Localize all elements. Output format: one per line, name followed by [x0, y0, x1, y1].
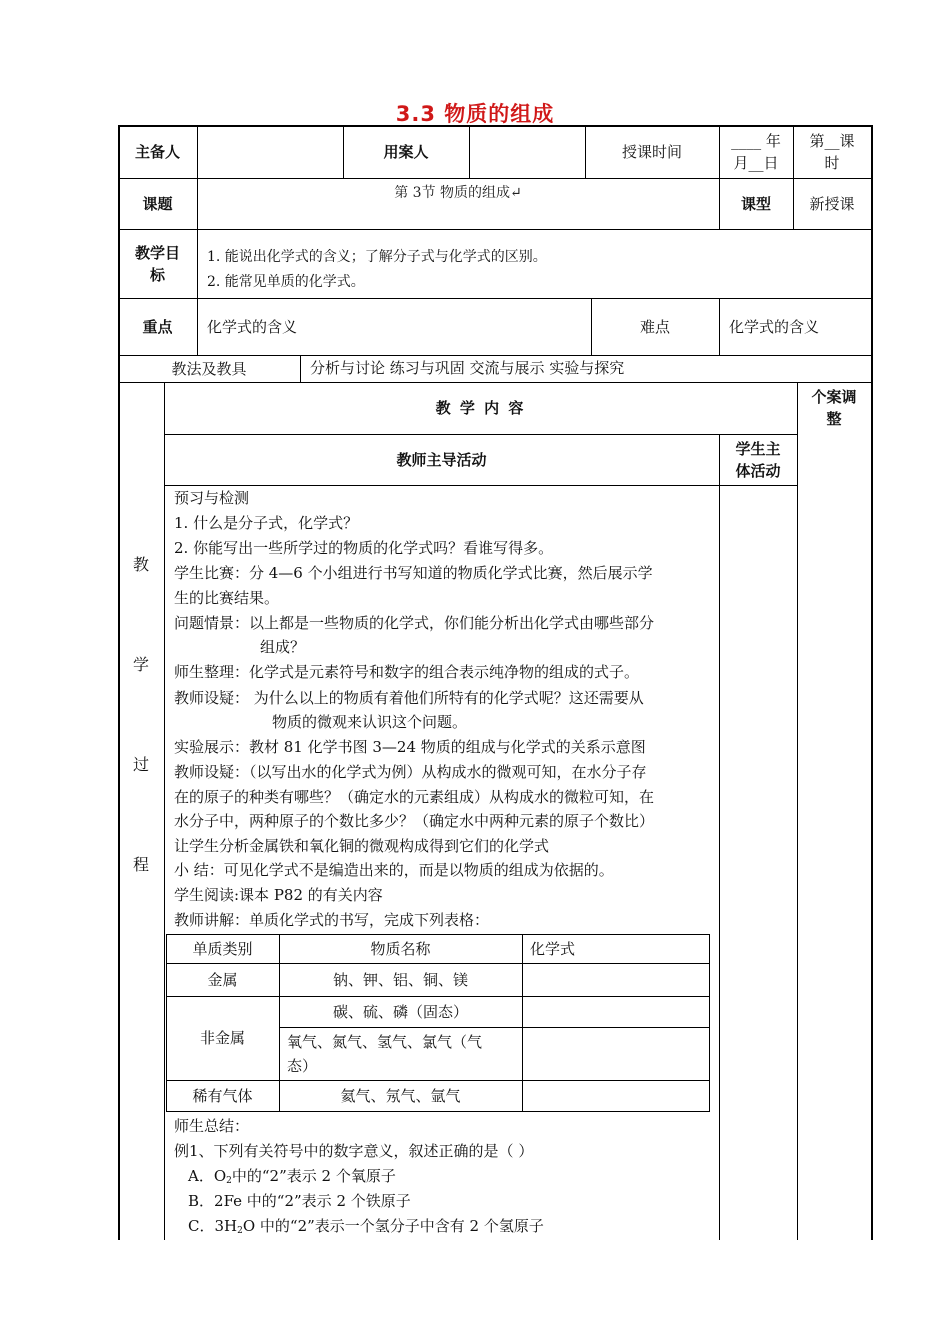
table-cell: 态）	[287, 1057, 318, 1075]
table-cell: 稀有气体	[192, 1087, 253, 1105]
student-header-line: 体活动	[735, 461, 781, 480]
preparer-value	[197, 125, 343, 178]
student-header	[719, 434, 797, 485]
lesson-label-2: 时	[824, 153, 840, 172]
option-c	[188, 1214, 544, 1244]
body-line: 教师设疑：（以写出水的化学式为例）从构成水的微观可知，在水分子存	[174, 763, 647, 781]
body-line: 组成？	[260, 638, 306, 656]
methods-label: 教法及教具	[171, 359, 247, 378]
topic-label: 课题	[142, 194, 173, 213]
objective-label	[118, 229, 197, 298]
body-line: 1. 什么是分子式，化学式？	[174, 514, 359, 532]
body-line: 学生阅读:课本 P82 的有关内容	[174, 886, 383, 904]
body-line: 预习与检测	[174, 489, 250, 507]
body-line: 在的原子的种类有哪些？（确定水的元素组成）从构成水的微粒可知，在	[174, 788, 655, 806]
preparer-label: 主备人	[134, 142, 180, 161]
table-cell: 金属	[207, 970, 238, 989]
student-header-line: 学生主	[735, 439, 781, 458]
inner-row-divider	[279, 1027, 710, 1028]
option-a-text: 中的“2”表示 2 个氧原子	[231, 1167, 396, 1185]
key-label: 重点	[142, 317, 173, 336]
table-cell: 碳、硫、磷（固态）	[332, 1002, 468, 1021]
difficulty-value: 化学式的含义	[729, 318, 820, 336]
option-c-text: C．3H	[188, 1217, 238, 1235]
adjust-header-line: 个案调	[811, 388, 857, 406]
objective-label-line: 教学目	[134, 243, 180, 262]
table-cell: 非金属	[199, 1029, 245, 1047]
type-value: 新授课	[809, 194, 855, 213]
body-line: 实验展示：教材 81 化学书图 3—24 物质的组成与化学式的关系示意图	[174, 738, 646, 756]
adjust-header-line: 整	[826, 410, 842, 428]
option-a-text: A．O	[188, 1167, 227, 1185]
adjust-header	[797, 382, 871, 434]
type-label: 课型	[740, 194, 771, 213]
process-left-divider	[164, 382, 165, 1240]
time-label: 授课时间	[621, 142, 682, 161]
objective-2: 2. 能常见单质的化学式。	[207, 274, 365, 290]
table-header: 单质类别	[192, 939, 253, 958]
methods-value: 分析与讨论 练习与巩固 交流与展示 实验与探究	[310, 359, 625, 377]
user-value	[469, 125, 585, 178]
content-header: 教 学 内 容	[435, 399, 526, 417]
option-c-text: O 中的“2”表示一个氢分子中含有 2 个氢原子	[242, 1217, 544, 1235]
user-label: 用案人	[383, 142, 429, 161]
table-cell: 钠、钾、铝、铜、镁	[332, 970, 468, 989]
page-title: 3.3 物质的组成	[395, 102, 555, 126]
option-b: B．2Fe 中的“2”表示 2 个铁原子	[188, 1192, 411, 1210]
col-divider	[719, 298, 720, 355]
body-line: 教师讲解：单质化学式的书写，完成下列表格：	[174, 911, 490, 929]
objective-label-line: 标	[149, 265, 165, 284]
table-header: 物质名称	[370, 939, 431, 958]
lesson-number	[793, 125, 871, 178]
side-char: 教	[132, 555, 149, 574]
month-day-label: 月__日	[733, 153, 779, 172]
option-a-subscript: 2	[226, 1176, 232, 1186]
side-char: 程	[132, 855, 149, 874]
row-divider	[164, 485, 797, 486]
table-border-right	[871, 125, 873, 1240]
objective-1: 1. 能说出化学式的含义；了解分子式与化学式的区别。	[207, 249, 547, 265]
body-line: 生的比赛结果。	[174, 589, 280, 607]
teacher-header: 教师主导活动	[396, 450, 487, 469]
topic-value: 第 3节 物质的组成↵	[394, 185, 522, 201]
key-value: 化学式的含义	[207, 318, 298, 336]
side-char: 学	[132, 655, 149, 674]
col-divider	[197, 229, 198, 355]
body-line: 2. 你能写出一些所学过的物质的化学式吗？看谁写得多。	[174, 539, 554, 557]
col-divider	[300, 355, 301, 382]
table-cell: 氧气、氮气、氢气、氯气（气	[287, 1033, 483, 1051]
body-line: 学生比赛：分 4—6 个小组进行书写知道的物质化学式比赛，然后展示学	[174, 564, 653, 582]
table-cell: 氦气、氖气、氩气	[340, 1087, 461, 1105]
adjust-divider	[797, 382, 798, 1240]
time-value	[719, 125, 793, 178]
table-header: 化学式	[530, 939, 576, 958]
row-divider	[118, 229, 873, 230]
body-line: 物质的微观来认识这个问题。	[272, 713, 468, 731]
option-c-subscript: 2	[237, 1226, 243, 1236]
year-label: ____ 年	[731, 131, 781, 150]
student-divider	[719, 434, 720, 1240]
lesson-label: 第__课	[809, 131, 855, 150]
difficulty-label: 难点	[639, 317, 670, 336]
body-line: 师生整理：化学式是元素符号和数字的组合表示纯净物的组成的式子。	[174, 663, 640, 681]
example-question: 例1、下列有关符号中的数字意义，叙述正确的是（ ）	[174, 1142, 534, 1160]
side-char: 过	[132, 755, 149, 774]
summary-label: 师生总结：	[174, 1117, 250, 1135]
body-line: 让学生分析金属铁和氧化铜的微观构成得到它们的化学式	[174, 837, 550, 855]
body-line: 小 结：可见化学式不是编造出来的，而是以物质的组成为依据的。	[174, 861, 614, 879]
row-divider	[118, 298, 873, 299]
body-line: 问题情景：以上都是一些物质的化学式，你们能分析出化学式由哪些部分	[174, 614, 655, 632]
body-line: 水分子中，两种原子的个数比多少？（确定水中两种元素的原子个数比）	[174, 812, 655, 830]
body-line: 教师设疑： 为什么以上的物质有着他们所特有的化学式呢？这还需要从	[174, 689, 644, 707]
